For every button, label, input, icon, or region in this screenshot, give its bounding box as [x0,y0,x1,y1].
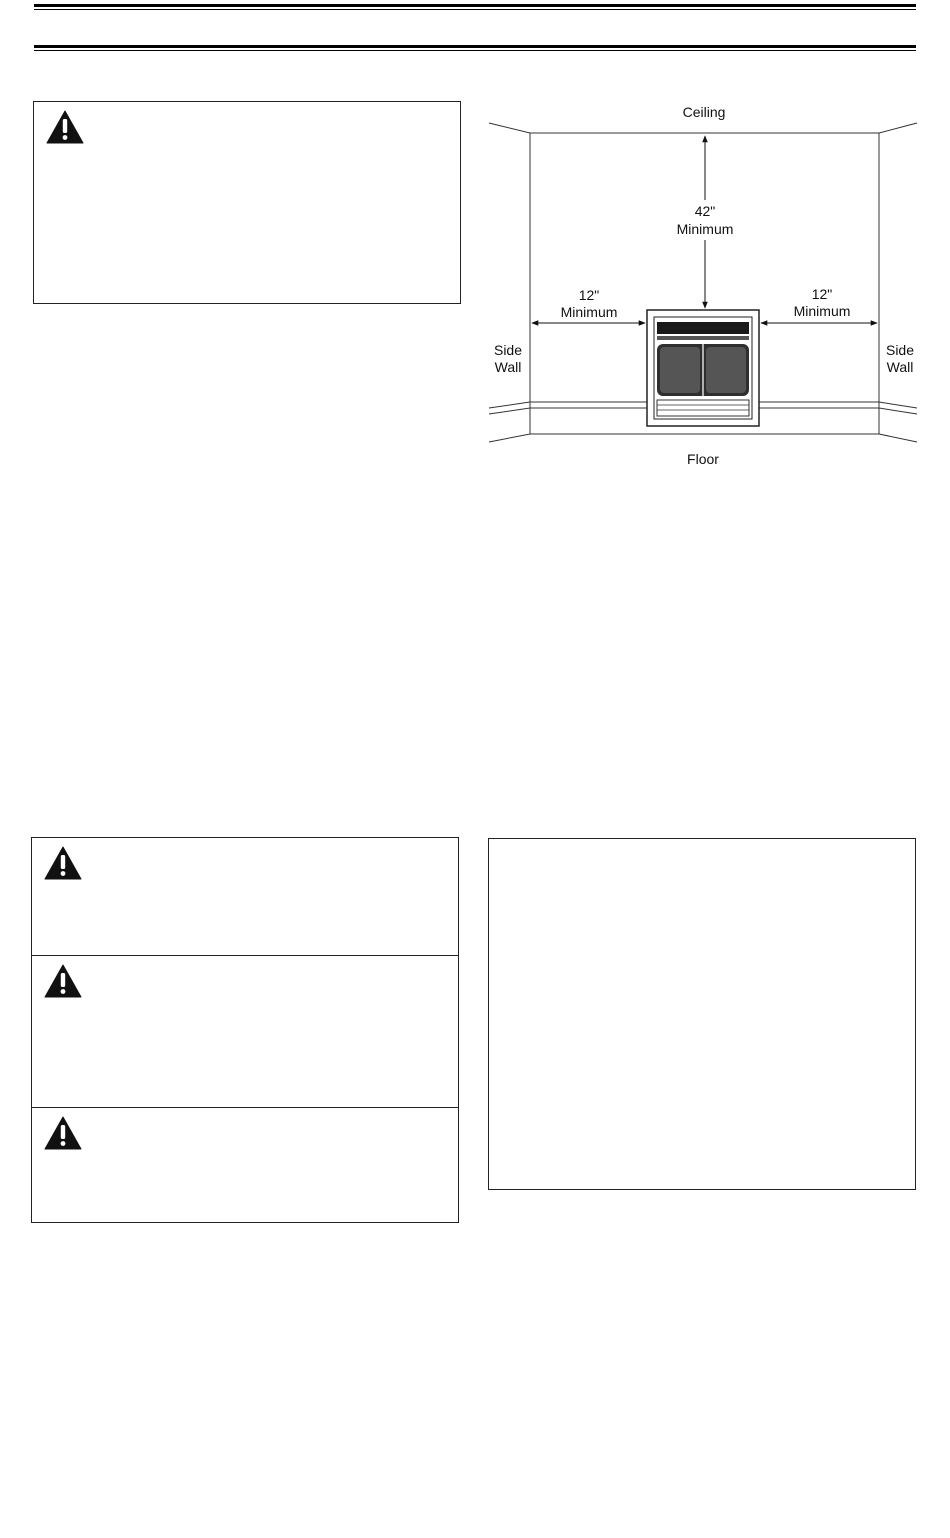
header-rule-top [34,4,916,10]
left-clearance-unit: Minimum [560,304,618,320]
left-floor-edge [489,434,530,442]
warning-triangle-icon [44,1116,82,1150]
warning-triangle-icon [44,964,82,998]
warning-triangle-icon [46,110,84,144]
left-clearance-value: 12" [578,287,600,303]
warning-box-top [33,101,461,304]
header-rule-bottom [34,45,916,51]
right-side-wall-label-line1: Side [885,342,915,358]
warning-box-stack [31,837,459,1223]
note-box [488,838,916,1190]
clearance-diagram [485,96,921,476]
warning-triangle-icon [44,846,82,880]
right-ceiling-edge [879,123,917,133]
right-side-wall-label-line2: Wall [886,359,914,375]
left-side-wall-label-line2: Wall [494,359,522,375]
warning-cell-3 [32,1107,458,1222]
ceiling-label: Ceiling [682,104,726,120]
right-clearance-unit: Minimum [793,303,851,319]
left-side-wall-label-line1: Side [493,342,523,358]
stove-illustration [647,310,759,426]
warning-cell-1 [32,838,458,955]
left-ceiling-edge [489,123,530,133]
right-floor-edge [879,434,917,442]
top-clearance-value: 42" [694,203,716,219]
warning-cell-2 [32,955,458,1107]
floor-label: Floor [687,451,719,467]
right-clearance-value: 12" [811,286,833,302]
top-clearance-unit: Minimum [676,221,734,237]
